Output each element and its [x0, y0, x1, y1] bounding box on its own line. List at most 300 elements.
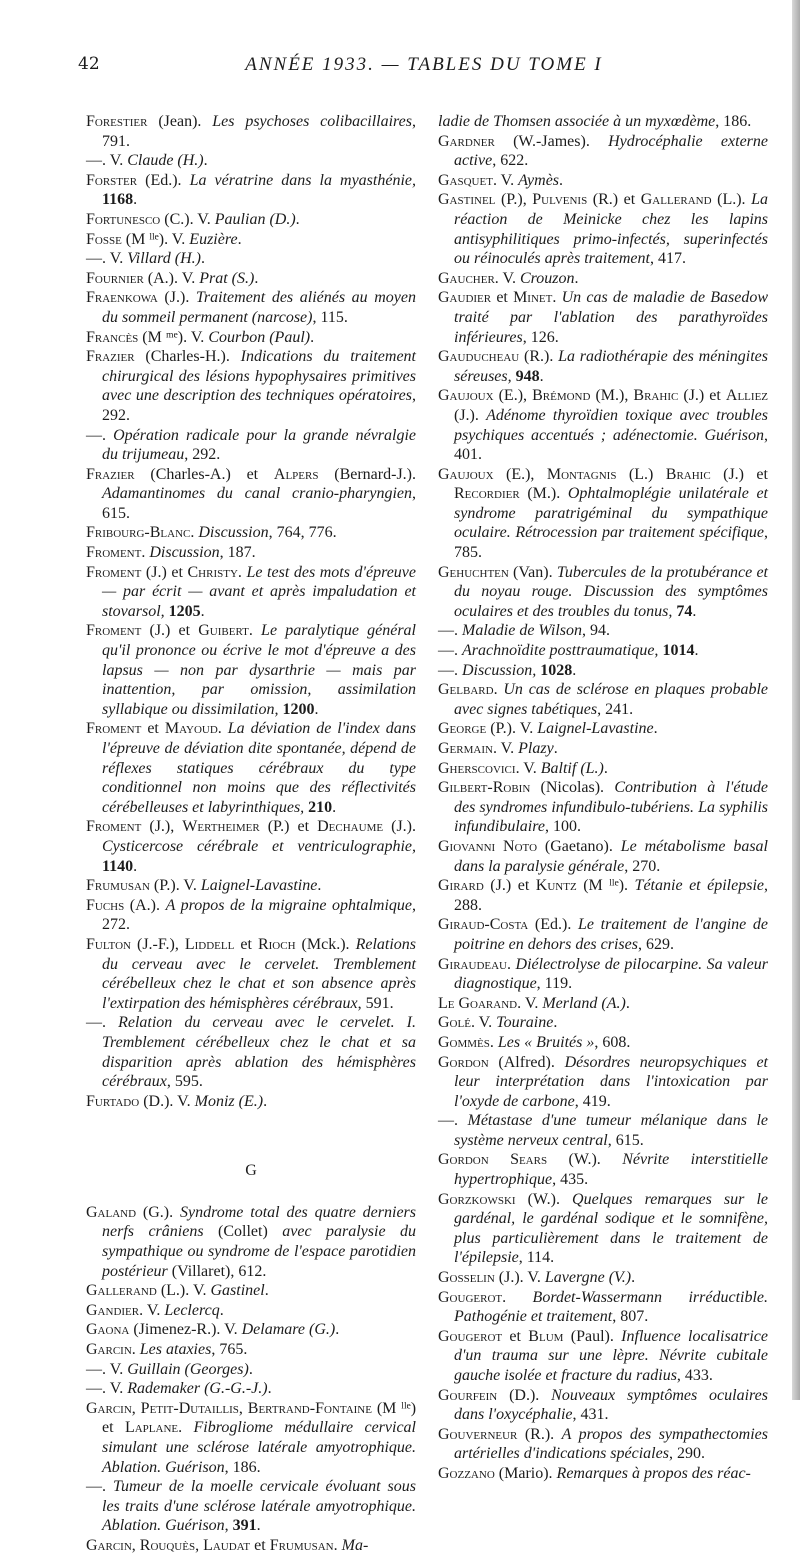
author-name: Gordon Sears: [438, 1151, 548, 1169]
author-name: Giraudeau: [438, 955, 507, 973]
entry-text: (Collet): [203, 1223, 283, 1241]
entry-text: (P.). V.: [149, 877, 201, 895]
article-title: Leclercq: [164, 1301, 220, 1319]
page-ref: 74: [676, 602, 693, 620]
article-title: Ophtalmoplégie unilatérale et syndrome paratrigéminal du sympathique oculaire. Rétrocession par traitement spécifique: [454, 485, 768, 542]
article-title: Le traitement de l'angine de poitrine en dehors des crises: [454, 916, 768, 953]
entry-text: .: [264, 1282, 269, 1300]
author-name: Garcin: [86, 1341, 132, 1359]
index-entry: [438, 1013, 768, 1033]
entry-text: (Ed.).: [528, 916, 578, 934]
article-title: Un cas de sclérose en plaques probable avec signes tabétiques: [454, 681, 769, 718]
author-name: Rouquès: [139, 1536, 196, 1554]
index-entry: [86, 621, 416, 719]
entry-text: ,: [238, 1399, 248, 1417]
index-entry: [86, 112, 416, 151]
author-name: Gosselin: [438, 1269, 495, 1287]
index-entry: [438, 1327, 768, 1386]
author-name: Froment: [86, 563, 142, 581]
article-title: Tubercules de la protubérance et du noyau rouge. Discussion des symptômes oculaires et des troubles du tonus,: [454, 563, 769, 620]
entry-text: , 435.: [552, 1171, 589, 1189]
index-entry: [438, 739, 768, 759]
author-name: Blum: [528, 1327, 564, 1345]
index-entry: [438, 347, 768, 386]
article-title: La radiothérapie des méningites séreuses,: [454, 348, 768, 385]
entry-text: .: [333, 1536, 342, 1554]
index-entry: [438, 563, 768, 622]
author-name: Golé: [438, 1014, 471, 1032]
entry-text: —. V.: [86, 1380, 128, 1398]
entry-text: (P.),: [495, 191, 533, 209]
index-entry: [86, 328, 416, 348]
author-name: Bertrand-Fontaine: [247, 1399, 372, 1417]
article-title: Arachnoïdite posttraumatique,: [462, 642, 659, 660]
entry-text: (M ˡˡᵉ) et: [102, 1399, 417, 1437]
entry-text: (Bernard-J.).: [318, 465, 416, 483]
entry-text: (Van).: [508, 563, 557, 581]
entry-text: (R.).: [517, 1425, 562, 1443]
entry-text: (J.) et: [141, 563, 188, 581]
index-entries-f: [86, 112, 416, 1111]
entry-text: (M.),: [590, 387, 634, 405]
entry-text: .: [552, 289, 562, 307]
entry-text: (L.).: [711, 191, 752, 209]
entry-text: . V.: [139, 1301, 165, 1319]
author-name: Froment: [86, 720, 142, 738]
entry-text: (P.) et: [259, 818, 318, 836]
article-title: Touraine: [496, 1014, 554, 1032]
entry-text: .: [493, 681, 504, 699]
index-entry: [438, 1386, 768, 1425]
entry-text: (D.). V.: [139, 1092, 195, 1110]
entry-text: , 241.: [597, 700, 634, 718]
entry-text: , 290.: [668, 1445, 705, 1463]
index-entry: [86, 1360, 416, 1380]
author-name: Gaucher: [438, 269, 495, 287]
entry-text: (M ˡˡᵉ). V.: [121, 230, 190, 248]
author-name: Guibert: [198, 622, 249, 640]
entry-text: (J.) et: [678, 387, 726, 405]
index-entry: [86, 1013, 416, 1091]
author-name: Rioch: [257, 935, 296, 953]
index-entry: [86, 1320, 416, 1340]
author-name: Giovanni Noto: [438, 837, 538, 855]
author-name: Francès: [86, 328, 139, 346]
entry-text: (Villaret), 612.: [167, 1262, 267, 1280]
index-entry: [86, 426, 416, 465]
entry-text: ,: [131, 1536, 140, 1554]
entry-text: , 115.: [312, 308, 348, 326]
author-name: Gozzano: [438, 1464, 495, 1482]
index-entry: [86, 1340, 416, 1360]
entry-text: .: [219, 1301, 224, 1319]
index-entry: [438, 1425, 768, 1464]
entry-text: (G.).: [136, 1203, 180, 1221]
index-entries-g: [86, 1203, 416, 1556]
entry-text: .: [502, 1288, 533, 1306]
author-name: Brémond: [532, 387, 591, 405]
entry-text: .: [317, 877, 322, 895]
article-title: Laignel-Lavastine: [537, 720, 654, 738]
author-name: Fribourg-Blanc: [86, 524, 191, 542]
article-title: Plazy: [518, 740, 554, 757]
author-name: Gouverneur: [438, 1425, 518, 1443]
entry-text: .: [310, 328, 315, 346]
entry-text: .: [574, 269, 579, 287]
index-entry: [438, 837, 768, 876]
entry-text: et: [491, 289, 514, 307]
entry-text: et: [234, 935, 258, 953]
entry-text: , 622.: [492, 152, 529, 170]
article-title: Fibrogliome médullaire cervical simulant une sclérose latérale amyotrophique. Ablation. Guérison: [102, 1419, 416, 1476]
article-title: Relation du cerveau avec le cervelet. I. Tremblement cérébelleux chez le chat et sa disparition après ablation des hémisphères cérébraux: [102, 1014, 417, 1091]
article-title: Les « Bruités »: [497, 1033, 595, 1051]
article-title: Contribution à l'étude des syndromes infundibulo-tubériens. La syphilis infundibulaire: [454, 779, 768, 836]
article-title: Ma-: [341, 1536, 369, 1554]
author-name: Laudat: [203, 1536, 251, 1554]
entry-text: .: [694, 642, 699, 660]
entry-text: —.: [86, 1478, 113, 1496]
entry-text: (Paul).: [563, 1327, 622, 1345]
entry-text: (A.). V.: [143, 269, 200, 287]
article-title: Syndrome total des quatre derniers nerfs crâniens: [102, 1203, 416, 1241]
entry-text: , 591.: [357, 994, 394, 1012]
index-entry: [438, 1033, 768, 1053]
entry-text: .: [539, 367, 544, 385]
article-title: Paulian (D.): [214, 210, 296, 228]
entry-text: (J.). V.: [494, 1269, 545, 1287]
index-entry: [86, 523, 416, 543]
page-ref: 1014: [662, 642, 695, 660]
entry-text: , 785.: [454, 524, 768, 562]
author-name: Gourfein: [438, 1386, 498, 1404]
entry-text: .: [190, 524, 199, 542]
article-title: Moniz (E.): [194, 1092, 264, 1110]
entry-text: —.: [86, 426, 114, 444]
author-name: Frumusan: [86, 877, 150, 895]
entry-text: , 186.: [224, 1458, 261, 1476]
entry-text: , 114.: [518, 1249, 555, 1267]
entry-text: (J.),: [141, 818, 183, 836]
entry-text: (W.).: [547, 1151, 623, 1169]
author-name: Gandier: [86, 1301, 140, 1319]
entry-text: .: [314, 700, 319, 718]
author-name: Gilbert-Robin: [438, 779, 531, 797]
entry-text: , 419.: [574, 1092, 611, 1110]
entry-text: (E.),: [493, 465, 547, 483]
index-entry: [438, 1190, 768, 1268]
index-entry: [86, 896, 416, 935]
article-title: Les psychoses colibacillaires: [212, 113, 412, 130]
index-entry: [438, 955, 768, 994]
author-name: Mayoud: [164, 720, 218, 738]
index-entry: [86, 719, 416, 817]
article-title: Rademaker (G.-G.-J.): [127, 1380, 268, 1398]
index-entry: [86, 151, 416, 171]
entry-text: (W.-James).: [494, 132, 609, 150]
index-entry: [86, 1379, 416, 1399]
index-entry: [86, 269, 416, 289]
author-name: Furtado: [86, 1092, 140, 1110]
entry-text: .: [217, 720, 228, 738]
author-name: Le Goarand: [438, 994, 518, 1012]
article-title: Névrite interstitielle hypertrophique: [454, 1151, 768, 1189]
entry-text: , 595.: [166, 1073, 203, 1091]
author-name: Christy: [187, 563, 238, 581]
article-title: Crouzon: [519, 269, 575, 287]
index-entry: [438, 171, 768, 191]
entry-text: —.: [438, 622, 462, 640]
author-name: Fosse: [86, 230, 122, 248]
entry-text: .: [692, 602, 697, 620]
article-title: Maladie de Wilson: [462, 622, 582, 640]
index-entry: [86, 563, 416, 622]
author-name: Giraud-Costa: [438, 916, 529, 934]
index-entry: [86, 347, 416, 425]
index-entry: [438, 1111, 768, 1150]
entry-text: (J.) et: [141, 622, 199, 640]
entry-text: (E.),: [493, 387, 533, 405]
entry-text: .: [553, 1014, 558, 1032]
article-title: Baltif (L.): [540, 759, 604, 777]
author-name: Dechaume: [317, 818, 384, 836]
index-entry: [438, 641, 768, 661]
entry-text: —. V.: [86, 152, 128, 170]
entry-text: (P.). V.: [486, 720, 538, 738]
author-name: Frazier: [86, 465, 135, 483]
author-name: Gallerand: [640, 191, 712, 209]
author-name: Montagnis: [546, 465, 617, 483]
entry-text: , 126.: [522, 328, 559, 346]
entry-text: —.: [438, 1112, 468, 1130]
article-title: A propos des sympathectomies artérielles d'indications spéciales: [454, 1425, 768, 1463]
index-entry: [438, 680, 768, 719]
author-name: Recordier: [454, 485, 520, 503]
entry-text: .: [267, 1380, 272, 1398]
entry-text: et: [502, 1327, 529, 1345]
index-entry: [86, 465, 416, 524]
entry-text: .: [553, 740, 558, 757]
author-name: Gallerand: [86, 1282, 157, 1300]
entry-text: (Charles-A.) et: [134, 465, 274, 483]
index-entry: [438, 661, 768, 681]
entry-text: (J.) et: [710, 465, 768, 483]
entry-text: (J.) et: [483, 877, 536, 895]
index-entry: [438, 269, 768, 289]
author-name: Alpers: [273, 465, 319, 483]
entry-text: —.: [86, 1014, 119, 1032]
right-column: [438, 112, 768, 1484]
author-name: Gaujoux: [438, 387, 494, 405]
article-title: Désordres neuropsychiques et leur interprétation dans l'intoxication par l'oxyde de carbone: [454, 1053, 768, 1110]
entry-text: , 94.: [581, 622, 610, 640]
entry-text: (M.).: [519, 485, 568, 503]
entry-text: . V.: [470, 1014, 497, 1032]
entry-text: (J.).: [157, 289, 196, 307]
page-header: [78, 54, 770, 90]
entry-text: . V.: [492, 740, 519, 757]
index-entry: [438, 778, 768, 837]
page-ref: 1200: [282, 700, 315, 718]
author-name: Fulton: [86, 935, 131, 953]
article-title: Lavergne (V.): [544, 1269, 632, 1287]
article-title: La réaction de Meinicke chez les lapins antisyphilitiques primo-infectés, superinfectés ou réinoculés après traitement: [454, 191, 768, 268]
index-entry: [438, 1288, 768, 1327]
article-title: La vératrine dans la myasthénie,: [189, 171, 416, 189]
entry-text: (Mario).: [494, 1464, 557, 1482]
entry-text: (J.-F.),: [130, 935, 185, 953]
entry-text: .: [507, 955, 516, 973]
index-entry: [86, 210, 416, 230]
article-title: Prat (S.): [199, 269, 255, 287]
entry-text: (L.). V.: [156, 1282, 211, 1300]
entry-text: (M ᵐᵉ). V.: [138, 328, 209, 346]
author-name: Brahic: [665, 465, 711, 483]
index-entry: [438, 876, 768, 915]
author-name: Pulvenis: [532, 191, 588, 209]
entry-text: , 270.: [624, 857, 661, 875]
entry-text: (A.).: [124, 896, 166, 914]
entry-text: .: [203, 152, 208, 170]
entry-text: , 119.: [536, 975, 573, 993]
entry-text: .: [254, 269, 259, 287]
author-name: Forestier: [86, 113, 148, 130]
index-entry: [86, 1092, 416, 1112]
index-entry: [438, 465, 768, 563]
author-name: Brahic: [633, 387, 679, 405]
index-entry: [86, 288, 416, 327]
author-name: Froment: [86, 622, 142, 640]
article-title: Bordet-Wassermann irréductible. Pathogénie et traitement: [454, 1288, 768, 1326]
entry-text: , 272.: [102, 896, 417, 934]
author-name: Froment: [86, 544, 142, 562]
entry-text: , 186.: [715, 113, 752, 130]
author-name: Forster: [86, 171, 138, 189]
article-title: avec paralysie du sympathique ou syndrome de l'espace parotidien postérieur: [102, 1223, 416, 1280]
left-column: [86, 112, 416, 1556]
entry-text: (R.) et: [587, 191, 641, 209]
index-entry: [438, 288, 768, 347]
article-title: Discussion,: [462, 661, 537, 679]
article-title: Métastase d'une tumeur mélanique dans le système nerveux central: [454, 1112, 769, 1149]
entry-text: .: [572, 661, 577, 679]
author-name: Gaona: [86, 1321, 130, 1339]
entry-text: (R.).: [519, 348, 559, 366]
article-title: Tétanie et épilepsie: [634, 877, 764, 895]
author-name: Girard: [438, 877, 484, 895]
entry-text: , 608.: [594, 1033, 631, 1051]
entry-text: .: [603, 759, 608, 777]
article-title: Influence localisatrice d'un trauma sur une lèpre. Névrite cubitale gauche isolée et fracture du radius: [454, 1327, 768, 1384]
index-entry: [438, 994, 768, 1014]
entry-text: , 431.: [572, 1406, 609, 1424]
entry-text: , 433.: [676, 1367, 713, 1384]
entry-text: .: [263, 1092, 268, 1110]
entry-text: .: [131, 1341, 140, 1359]
index-entry: [86, 230, 416, 250]
entry-text: . V.: [515, 759, 541, 777]
article-title: Les ataxies: [139, 1341, 212, 1359]
article-title: Gastinel: [210, 1282, 265, 1300]
entry-text: .: [200, 602, 205, 620]
entry-text: , 401.: [454, 426, 768, 464]
author-name: Kuntz: [535, 877, 577, 895]
article-title: Discussion: [198, 524, 269, 542]
index-entry: [86, 171, 416, 210]
author-name: Wertheimer: [182, 818, 260, 836]
entry-text: .: [653, 720, 658, 738]
entry-text: (Mck.).: [295, 935, 356, 953]
index-entry: [438, 1464, 768, 1484]
entry-text: , 292.: [184, 446, 221, 464]
author-name: Gelbard: [438, 681, 494, 699]
page-ref: 210: [308, 798, 333, 816]
entry-text: (L.): [616, 465, 666, 483]
entry-text: ,: [195, 1536, 204, 1554]
page-ref: 1028: [540, 661, 573, 679]
author-name: Gaujoux: [438, 465, 494, 483]
article-title: Merland (A.): [542, 994, 626, 1012]
index-entry: [86, 876, 416, 896]
entry-text: (W.).: [515, 1190, 573, 1208]
entry-text: ,: [131, 1399, 141, 1417]
page-ref: 948: [515, 367, 540, 385]
article-title: ladie de Thomsen associée à un myxœdème: [438, 113, 716, 130]
entry-text: (Nicolas).: [530, 779, 615, 797]
entry-text: , 417.: [649, 250, 686, 268]
entry-text: , 615.: [607, 1131, 644, 1149]
article-title: Le test des mots d'épreuve — par écrit — avant et après impaludation et stovarsol,: [102, 563, 417, 620]
article-title: Courbon (Paul): [208, 328, 311, 346]
article-title: Laignel-Lavastine: [200, 877, 318, 895]
index-entries-right: [438, 112, 768, 1484]
page-ref: 1140: [102, 857, 134, 875]
entry-text: .: [631, 1269, 636, 1287]
entry-text: (D.).: [497, 1386, 552, 1404]
index-entry: [438, 112, 768, 132]
index-entry: [86, 1203, 416, 1281]
entry-text: .: [295, 210, 300, 228]
article-title: Le paralytique général qu'il prononce ou écrive le mot d'épreuve a des lapsus — non par dysarthrie — mais par inattention, par omission, assimilation syllabique ou dissimilation,: [102, 622, 417, 718]
entry-text: —. V.: [86, 250, 128, 268]
entry-text: , 791.: [102, 113, 416, 150]
index-entry: [86, 543, 416, 563]
entry-text: , 187.: [219, 544, 256, 562]
index-entry: [438, 719, 768, 739]
author-name: Frumusan: [269, 1536, 334, 1554]
page-ref: 391: [232, 1517, 257, 1535]
article-title: Relations du cerveau avec le cervelet. Tremblement cérébelleux chez le chat et son absence après l'extirpation des hémisphères cérébraux: [102, 935, 416, 1012]
index-entry: [438, 621, 768, 641]
entry-text: (J.).: [383, 818, 416, 836]
entry-text: , 765.: [211, 1341, 248, 1359]
index-entry: [438, 386, 768, 464]
entry-text: (Charles-H.).: [134, 348, 241, 366]
author-name: Fortunesco: [86, 210, 161, 228]
author-name: Gordon: [438, 1053, 489, 1071]
entry-text: (Gaetano).: [537, 837, 621, 855]
author-name: Minet: [513, 289, 553, 307]
entry-text: , 288.: [454, 877, 768, 914]
author-name: Galand: [86, 1203, 137, 1221]
author-name: Alliez: [725, 387, 769, 405]
page-ref: 1168: [102, 191, 134, 209]
index-entry: [86, 935, 416, 1013]
author-name: George: [438, 720, 487, 738]
author-name: Gommès: [438, 1033, 490, 1051]
page-ref: 1205: [168, 602, 201, 620]
author-name: Petit-Dutaillis: [140, 1399, 239, 1417]
